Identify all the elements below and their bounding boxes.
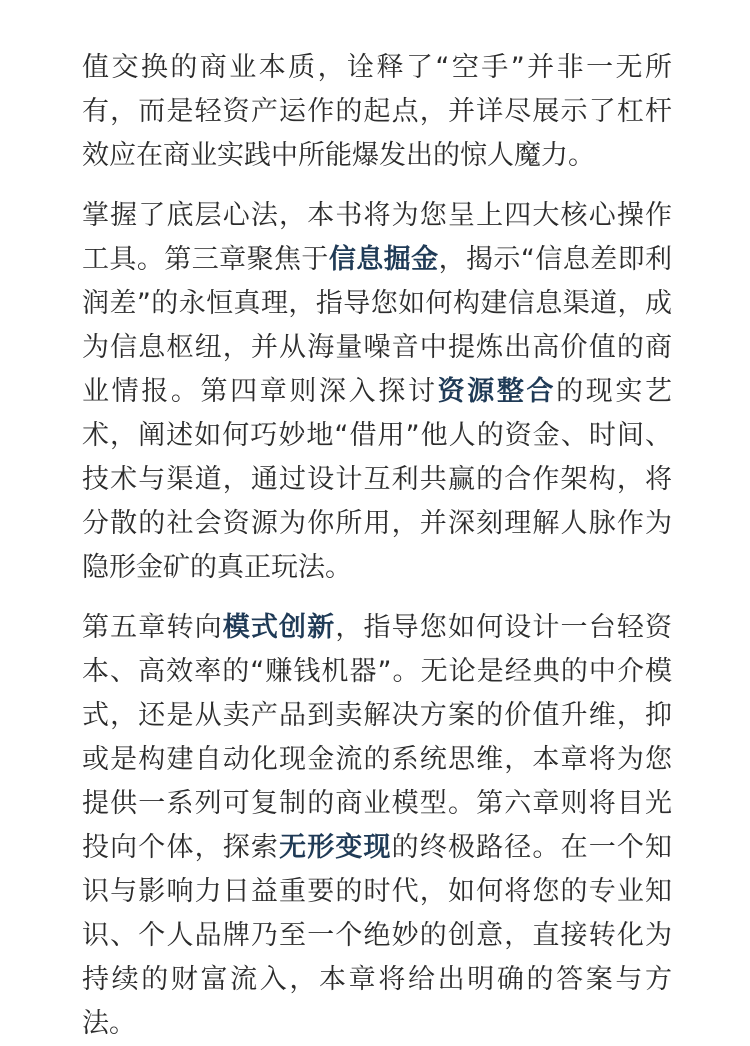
highlight-term-intangible-monetization: 无形变现: [279, 832, 392, 863]
highlight-term-model-innovation: 模式创新: [222, 612, 336, 643]
text-segment: 掌握了底层心法，本书将为您呈上四大核心操作工具。第三章聚焦于: [82, 200, 672, 275]
text-segment: 的终极路径。在一个知识与影响力日益重要的时代，如何将您的专业知识、个人品牌乃至一个绝妙的创意，直接转化为持续的财富流入，本章将给出明确的答案与方法。: [82, 832, 673, 1039]
text-segment: ，揭示“信息差即利润差”的永恒真理，指导您如何构建信息渠道，成为信息枢纽，并从海量噪音中提炼出高价值的商业情报。第四章则深入探讨: [82, 244, 672, 407]
paragraph-2: [82, 194, 672, 590]
paragraph-3: [82, 606, 672, 1046]
text-segment: 的现实艺术，阐述如何巧妙地“借用”他人的资金、时间、技术与渠道，通过设计互利共赢的合作架构，将分散的社会资源为你所用，并深刻理解人脉作为隐形金矿的真正玩法。: [82, 376, 673, 583]
highlight-term-information-mining: 信息掘金: [328, 244, 439, 275]
text-segment: 值交换的商业本质，诠释了“空手”并非一无所有，而是轻资产运作的起点，并详尽展示了杠杆效应在商业实践中所能爆发出的惊人魔力。: [82, 52, 672, 171]
paragraph-1: [82, 46, 672, 178]
highlight-term-resource-integration: 资源整合: [437, 376, 557, 407]
text-segment: ，指导您如何设计一台轻资本、高效率的“赚钱机器”。无论是经典的中介模式，还是从卖产品到卖解决方案的价值升维，抑或是构建自动化现金流的系统思维，本章将为您提供一系列可复制的商业模型。第六章则将目光投向个体，探索: [82, 612, 673, 863]
text-segment: 第五章转向: [82, 612, 223, 643]
